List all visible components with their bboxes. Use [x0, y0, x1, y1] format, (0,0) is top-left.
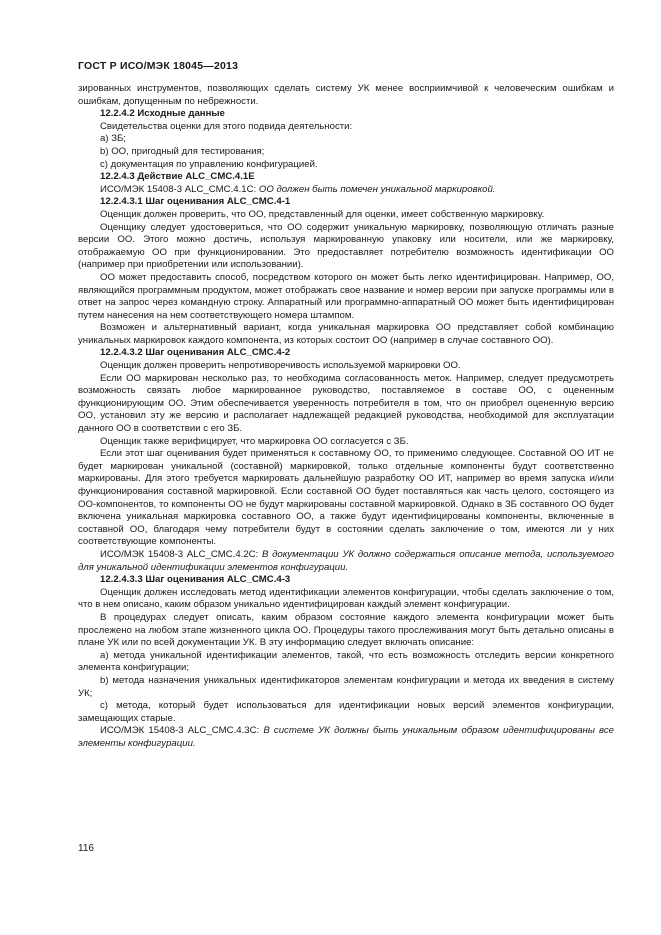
body-paragraph: Возможен и альтернативный вариант, когда уникальная маркировка ОО представляет собой комбинацию уникальных маркировок каждого компонента, из которых состоит ОО (например в случае составного ОО).: [78, 322, 614, 346]
body-paragraph: Оценщик должен проверить, что ОО, представленный для оценки, имеет собственную маркировку.: [100, 208, 545, 220]
page-number: 116: [78, 843, 94, 854]
body-paragraph: с) метода, который будет использоваться для идентификации новых версий элементов конфигурации, замещающих старые.: [78, 700, 614, 724]
reference-id: ИСО/МЭК 15408-3 ALC_CMC.4.3С:: [100, 725, 264, 737]
section-heading: 12.2.4.2 Исходные данные: [100, 108, 225, 120]
reference-text: ОО должен быть помечен уникальной маркировкой.: [258, 183, 496, 195]
body-paragraph: Оценщик должен проверить непротиворечивость используемой маркировки ОО.: [100, 360, 461, 372]
section-heading: 12.2.4.3.2 Шаг оценивания ALC_CMC.4-2: [100, 347, 291, 359]
section-heading: 12.2.4.3.3 Шаг оценивания ALC_CMC.4-3: [100, 574, 291, 586]
body-paragraph: зированных инструментов, позволяющих сделать систему УК менее восприимчивой к человеческим ошибкам и ошибкам, допущенным по небрежности.: [78, 83, 614, 107]
body-paragraph: Свидетельства оценки для этого подвида деятельности:: [100, 120, 353, 132]
body-paragraph: b) ОО, пригодный для тестирования;: [100, 145, 265, 157]
body-paragraph: а) ЗБ;: [100, 133, 126, 145]
body-paragraph: Если этот шаг оценивания будет применяться к составному ОО, то применимо следующее. Составной ОО ИТ не будет маркирован уникальной (составной) маркировкой, только отдельные компоненты будут соответственно маркированы. Для этого требуется маркировать дальнейшую разработку ОО ИТ, например во время запуска и/или функционирования составной маркировкой. Если составной ОО будет поставляться как часть целого, состоящего из ОО-компонентов, то компоненты ОО не будут маркированы составной маркировкой. Однако в ЗБ составного ОО будет включена уникальная маркировка составного ОО, а также будут идентифицированы компоненты, включенные в составной ОО, благодаря чему потребители будут в состоянии сделать заключение о том, имеются ли у них соответствующие компоненты.: [78, 448, 614, 548]
reference-text: В системе УК должны быть уникальным образом идентифицированы все элементы конфигурации.: [78, 725, 614, 749]
section-heading: 12.2.4.3 Действие ALC_CMC.4.1E: [100, 171, 255, 183]
body-paragraph: b) метода назначения уникальных идентификаторов элементам конфигурации и метода их введения в систему УК;: [78, 674, 614, 699]
body-paragraph: Оценщик должен исследовать метод идентификации элементов конфигурации, чтобы сделать заключение о том, что в нем описано, каким образом уникально идентифицирован каждый элемент конфигурации.: [78, 586, 614, 611]
section-heading: 12.2.4.3.1 Шаг оценивания ALC_CMC.4-1: [100, 196, 291, 208]
reference-text: В документации УК должно содержаться описание метода, используемого для уникальной идентификации элементов конфигурации.: [78, 548, 614, 573]
standard-reference: [78, 549, 614, 574]
reference-id: ИСО/МЭК 15408-3 ALC_CMC.4.1C:: [100, 183, 259, 195]
body-paragraph: а) метода уникальной идентификации элементов, такой, что есть возможность отследить версии конкретного элемента конфигурации;: [78, 649, 614, 674]
body-paragraph: Оценщику следует удостовериться, что ОО содержит уникальную маркировку, позволяющую отличать разные версии ОО. Этого можно достичь, используя маркированную упаковку или носители, или же маркировку, отображаемую ОО при функционировании. Это предоставляет потребителю возможность идентификации ОО (например при приобретении или использовании).: [78, 221, 614, 271]
reference-id: ИСО/МЭК 15408-3 ALC_CMC.4.2С:: [100, 548, 262, 560]
document-body: [78, 83, 614, 750]
body-paragraph: Оценщик также верифицирует, что маркировка ОО согласуется с ЗБ.: [100, 435, 409, 447]
body-paragraph: Если ОО маркирован несколько раз, то необходима согласованность меток. Например, следует предусмотреть возможность связать любое маркированное руководство, поставляемое в составе ОО, с оцененным функционирующим ОО. Этим обеспечивается уверенность потребителя в том, что он приобрел оцененную версию ОО, установил эту же версию и располагает надлежащей редакцией руководства, необходимой для эксплуатации данного ОО в соответствии с его ЗБ.: [78, 372, 614, 435]
document-header: ГОСТ Р ИСО/МЭК 18045—2013: [78, 60, 239, 72]
standard-reference: [78, 184, 614, 197]
body-paragraph: с) документация по управлению конфигурацией.: [100, 158, 318, 170]
body-paragraph: ОО может предоставить способ, посредством которого он может быть легко идентифицирован. Например, ОО, являющийся программным продуктом, может отображать свое название и номер версии при запуске программы или в ответ на запрос через командную строку. Аппаратный или программно-аппаратный ОО может быть идентифицирован путем нанесения на нем соответствующего номера штампом.: [78, 271, 614, 321]
standard-reference: [78, 725, 614, 750]
body-paragraph: В процедурах следует описать, каким образом состояние каждого элемента конфигурации может быть прослежено на любом этапе жизненного цикла ОО. Процедуры такого прослеживания могут быть детально описаны в плане УК или по всей документации УК. В эту информацию следует включать описание:: [78, 611, 614, 649]
